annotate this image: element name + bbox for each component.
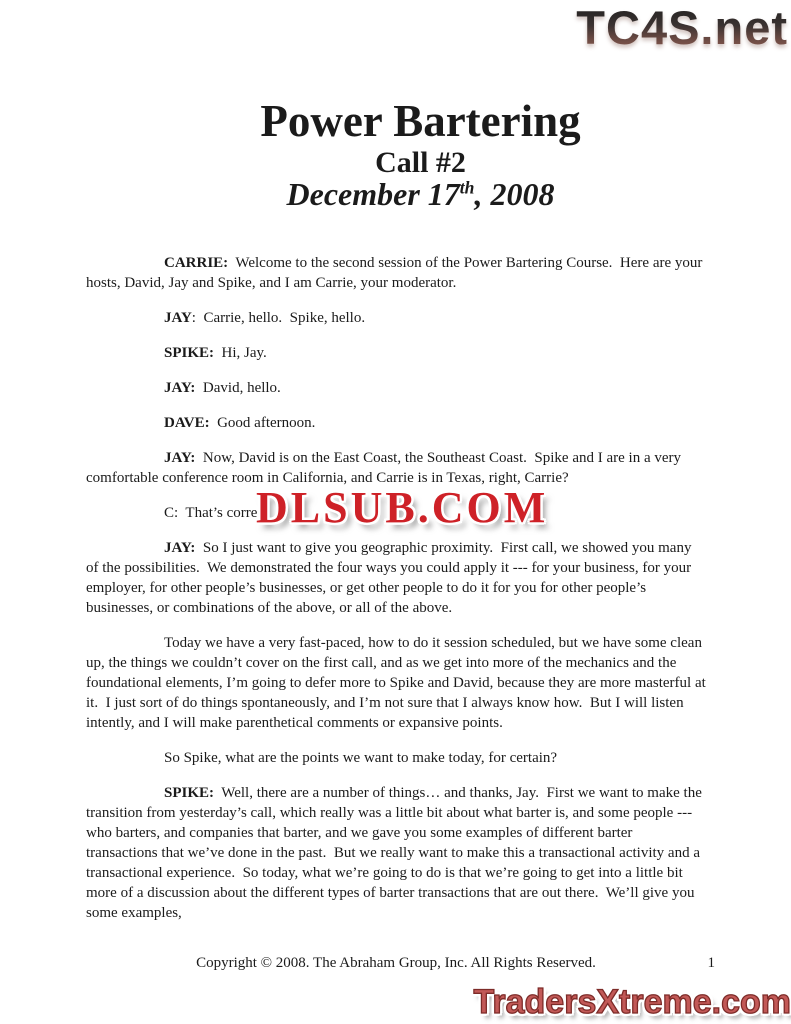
speaker-label: SPIKE: [164, 785, 215, 801]
speaker-label: DAVE: [164, 415, 210, 431]
paragraph-text: Hi, Jay. [214, 345, 267, 361]
transcript [86, 253, 710, 923]
tradersxtreme-watermark: TradersXtreme.com [473, 983, 791, 1021]
copyright-line: Copyright © 2008. The Abraham Group, Inc. All Rights Reserved. [196, 955, 596, 971]
document-heading [50, 96, 791, 212]
transcript-paragraph [86, 253, 706, 293]
transcript-paragraph [86, 448, 706, 488]
transcript-paragraph [86, 633, 710, 733]
paragraph-text: C: That’s corre [164, 505, 258, 521]
paragraph-text: : Carrie, hello. Spike, hello. [191, 310, 366, 326]
transcript-paragraph [86, 538, 706, 618]
speaker-label: SPIKE: [164, 345, 215, 361]
date-prefix: December 17 [286, 176, 460, 212]
transcript-paragraph [86, 413, 706, 433]
paragraph-text: So Spike, what are the points we want to make today, for certain? [164, 750, 558, 766]
paragraph-text: Today we have a very fast-paced, how to do it session scheduled, but we have some clean up, the things we couldn’t cover on the first call, and as we get into more of the mechanics and the foundational elements, I’m going to defer more to Spike and David, because they are more masterful at it. I just sort of do things spontaneously, and I’m not sure that I always know how. But I will listen intently, and I will make parenthetical comments or expansive points. [86, 635, 710, 731]
paragraph-text: Now, David is on the East Coast, the Southeast Coast. Spike and I are in a very comfortable conference room in California, and Carrie is in Texas, right, Carrie? [86, 450, 685, 486]
speaker-label: CARRIE: [164, 255, 229, 271]
transcript-paragraph [86, 378, 706, 398]
tc4s-watermark: TC4S.net [576, 1, 788, 54]
paragraph-text: Welcome to the second session of the Power Bartering Course. Here are your hosts, David, Jay and Spike, and I am Carrie, your moderator. [86, 255, 707, 291]
date-suffix: , 2008 [474, 176, 555, 212]
transcript-paragraph [86, 343, 706, 363]
paragraph-text: Good afternoon. [209, 415, 316, 431]
dlsub-watermark: DLSUB.COM [256, 483, 549, 532]
speaker-label: JAY: [164, 540, 196, 556]
paragraph-text: David, hello. [195, 380, 281, 396]
page-title: Power Bartering [260, 96, 581, 146]
date-line [50, 178, 791, 210]
speaker-label: JAY: [164, 380, 196, 396]
transcript-paragraph [86, 783, 706, 923]
page-number: 1 [707, 955, 715, 971]
date-ordinal-superscript: th [459, 177, 475, 198]
transcript-paragraph [86, 308, 706, 328]
speaker-label: JAY [164, 310, 192, 326]
call-subtitle: Call #2 [375, 146, 466, 179]
transcript-paragraph [86, 748, 706, 768]
paragraph-text: Well, there are a number of things… and thanks, Jay. First we want to make the transition from yesterday’s call, which really was a little bit about what barter is, and some people --- who barters, and companies that barter, and we gave you some examples of different barter transactions that we’ve done in the past. But we really want to make this a transactional activity and a transactional experience. So today, what we’re going to do is that we’re going to get into a little bit more of a discussion about the different types of barter transactions that are out there. We’ll give you some examples, [86, 785, 706, 921]
speaker-label: JAY: [164, 450, 196, 466]
paragraph-text: So I just want to give you geographic proximity. First call, we showed you many of the possibilities. We demonstrated the four ways you could apply it --- for your business, for your employer, for other people’s businesses, or get other people to do it for you for other people’s businesses, or combinations of the above, or all of the above. [86, 540, 696, 616]
